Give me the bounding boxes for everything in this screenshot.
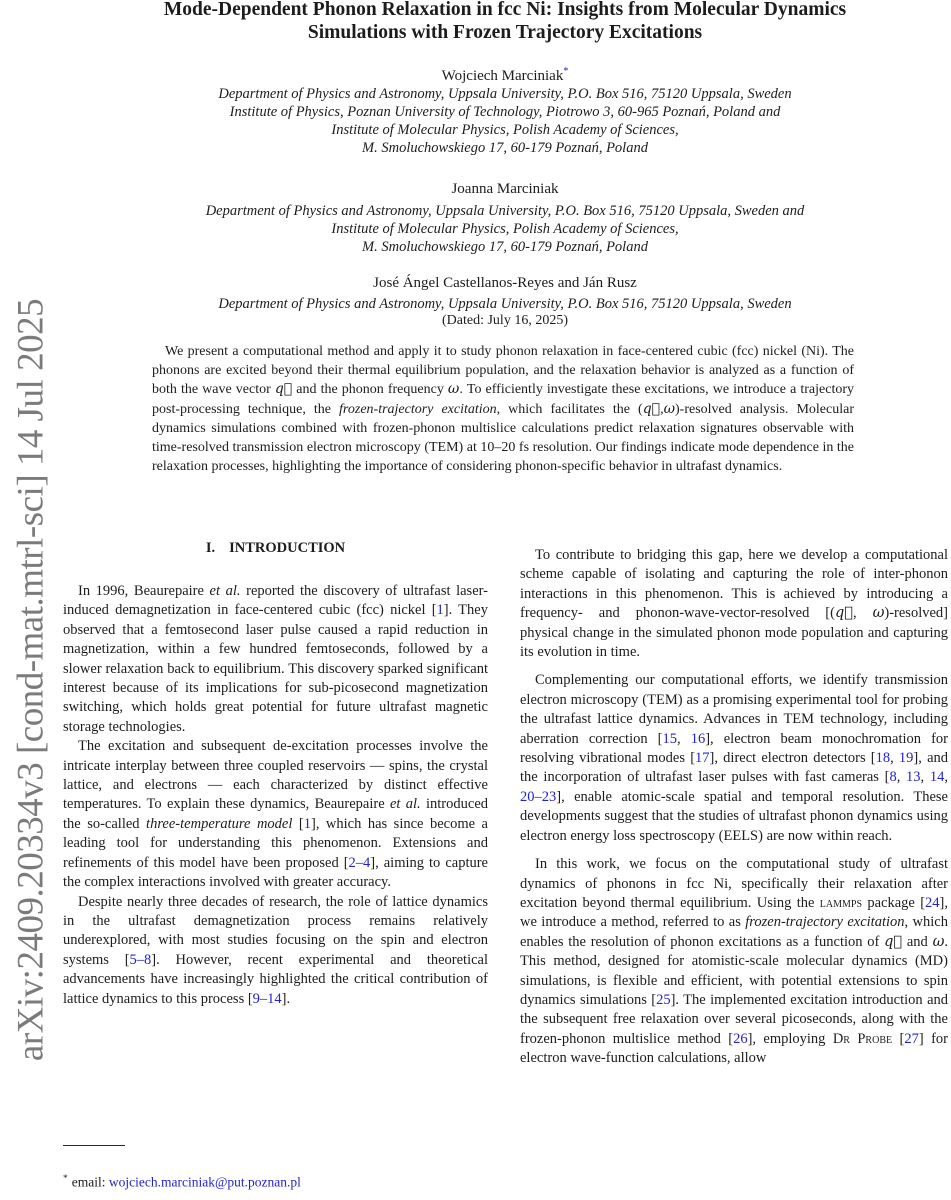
paragraph: The excitation and subsequent de-excitation processes involve the intricate interplay between three coupled reservoirs — spins, the crystal lattice, and electrons — each characterized by distinct effective temperatures. To explain these dynamics, Beaurepaire et al. introduced the so-called three-temperature model [1], which has since become a leading tool for understanding this phenomenon. Extensions and refinements of this model have been proposed [2–4], aiming to capture the complex interactions involved with greater accuracy.	[63, 738, 488, 891]
author-3-affiliations	[60, 295, 950, 313]
citation-link[interactable]: 15	[662, 730, 678, 747]
abstract: We present a computational method and apply it to study phonon relaxation in face-centered cubic (fcc) nickel (Ni). The phonons are excited beyond their thermal equilibrium population, and the relaxation behavior is analyzed as a function of both the wave vector q⃗ and the phonon frequency ω. To efficiently investigate these excitations, we introduce a trajectory post-processing technique, the frozen-trajectory excitation, which facilitates the (q⃗,ω)-resolved analysis. Molecular dynamics simulations combined with frozen-phonon multislice calculations predict relaxation signatures observable with time-resolved transmission electron microscopy (TEM) at 10–20 fs resolution. Our findings indicate mode dependence in the relaxation processes, highlighting the importance of considering phonon-specific behavior in ultrafast dynamics.	[152, 344, 854, 475]
paragraph: In this work, we focus on the computational study of ultrafast dynamics of phonons in fcc Ni, specifically their relaxation after excitation beyond thermal equilibrium. Using the lammps package [24], we introduce a method, referred to as frozen-trajectory excitation, which enables the resolution of phonon excitations as a function of q⃗ and ω. This method, designed for atomistic-scale molecular dynamics (MD) simulations, is flexible and efficient, with potential extensions to spin dynamics simulations [25]. The implemented excitation introduction and the subsequent free relaxation over several picoseconds, along with the frozen-phonon multislice method [26], employing Dr Probe [27] for electron wave-function calculations, allow	[520, 856, 949, 1067]
citation-link[interactable]: 1	[303, 815, 311, 832]
author-2	[60, 180, 950, 198]
citation-link[interactable]: 14	[929, 769, 945, 786]
paragraph: To contribute to bridging this gap, here we develop a computational scheme capable of isolating and capturing the role of inter-phonon interactions in this phenomenon. This is achieved by introducing a frequency- and phonon-wave-vector-resolved [(q⃗, ω)-resolved] physical change in the simulated phonon mode population and capturing its evolution in time.	[520, 547, 948, 661]
footnote-text: email: wojciech.marciniak@put.poznan.pl	[71, 1174, 301, 1190]
citation-link[interactable]: 24	[925, 894, 940, 911]
arxiv-watermark: arXiv:2409.20334v3 [cond-mat.mtrl-sci] 14 Jul 2025	[10, 298, 52, 1062]
affiliation-line: Institute of Molecular Physics, Polish Academy of Sciences,	[331, 122, 679, 138]
author-3	[60, 274, 950, 292]
paper-title-line1: Mode-Dependent Phonon Relaxation in fcc Ni: Insights from Molecular Dynamics	[163, 0, 847, 20]
affiliation-line: M. Smoluchowskiego 17, 60-179 Poznań, Poland	[362, 239, 648, 255]
section-heading-introduction	[63, 540, 488, 557]
author-3-name: José Ángel Castellanos-Reyes and Ján Rusz	[373, 275, 637, 291]
footnote	[63, 1170, 488, 1192]
affiliation-line: Department of Physics and Astronomy, Uppsala University, P.O. Box 516, 75120 Uppsala, Sweden	[218, 296, 792, 312]
citation-link[interactable]: 20–23	[520, 788, 557, 805]
right-column	[520, 546, 948, 1069]
section-title: INTRODUCTION	[229, 540, 346, 556]
citation-link[interactable]: 9–14	[252, 990, 282, 1007]
author-2-affiliations	[60, 202, 950, 256]
section-number: I.	[205, 540, 216, 556]
citation-link[interactable]: 17	[695, 750, 710, 767]
footnote-marker: *	[63, 1174, 68, 1184]
email-link[interactable]: wojciech.marciniak@put.poznan.pl	[108, 1174, 301, 1190]
paragraph: Despite nearly three decades of research, the role of lattice dynamics in the ultrafast demagnetization process remains relatively underexplored, with most studies focusing on the spin and electron systems [5–8]. However, recent experimental and theoretical advancements have increasingly highlighted the critical contribution of lattice dynamics to this process [9–14].	[63, 893, 488, 1007]
citation-link[interactable]: 2–4	[348, 854, 371, 871]
affiliation-line: M. Smoluchowskiego 17, 60-179 Poznań, Poland	[362, 140, 648, 156]
affiliation-line: Institute of Physics, Poznan University of Technology, Piotrowo 3, 60-965 Poznań, Poland and	[229, 104, 781, 120]
citation-link[interactable]: 8	[889, 769, 897, 786]
citation-link[interactable]: 18	[875, 750, 891, 767]
citation-link[interactable]: 13	[906, 769, 921, 786]
author-1-affiliations	[60, 85, 950, 157]
citation-link[interactable]: 16	[690, 730, 706, 747]
citation-link[interactable]: 1	[436, 602, 444, 619]
paper-title-line2: Simulations with Frozen Trajectory Excitations	[307, 22, 703, 43]
paper-title	[60, 0, 950, 44]
affiliation-line: Institute of Molecular Physics, Polish Academy of Sciences,	[331, 221, 679, 237]
left-column	[63, 582, 488, 1009]
paragraph: In 1996, Beaurepaire et al. reported the discovery of ultrafast laser-induced demagnetization in face-centered cubic (fcc) nickel [1]. They observed that a femtosecond laser pulse caused a rapid reduction in magnetization, within a few hundred femtoseconds, followed by a slower relaxation back to equilibrium. This discovery sparked significant interest because of its implications for sub-picosecond magnetization switching, which holds great potential for future ultrafast magnetic storage technologies.	[63, 583, 488, 735]
citation-link[interactable]: 27	[904, 1030, 919, 1047]
dated-line: (Dated: July 16, 2025)	[442, 313, 568, 328]
author-2-name: Joanna Marciniak	[451, 181, 559, 197]
footnote-rule	[63, 1145, 125, 1146]
paragraph: Complementing our computational efforts, we identify transmission electron microscopy (TEM) as a promising experimental tool for probing the ultrafast lattice dynamics. Advances in TEM technology, including aberration correction [15, 16], electron beam monochromation for resolving vibrational modes [17], direct electron detectors [18, 19], and the incorporation of ultrafast laser pulses with fast cameras [8, 13, 14, 20–23], enable atomic-scale spatial and temporal resolution. These developments suggest that the studies of ultrafast phonon dynamics using electron energy loss spectroscopy (EELS) are now within reach.	[520, 672, 949, 844]
author-1-name: Wojciech Marciniak	[441, 68, 564, 84]
affiliation-line: Department of Physics and Astronomy, Uppsala University, P.O. Box 516, 75120 Uppsala, Sweden and	[205, 203, 805, 219]
citation-link[interactable]: 19	[898, 750, 914, 767]
author-1	[60, 63, 950, 85]
citation-link[interactable]: 26	[733, 1030, 748, 1047]
affiliation-line: Department of Physics and Astronomy, Uppsala University, P.O. Box 516, 75120 Uppsala, Sweden	[218, 86, 792, 102]
author-footnote-mark[interactable]: *	[563, 66, 569, 77]
citation-link[interactable]: 25	[656, 991, 671, 1008]
citation-link[interactable]: 5–8	[129, 951, 152, 968]
